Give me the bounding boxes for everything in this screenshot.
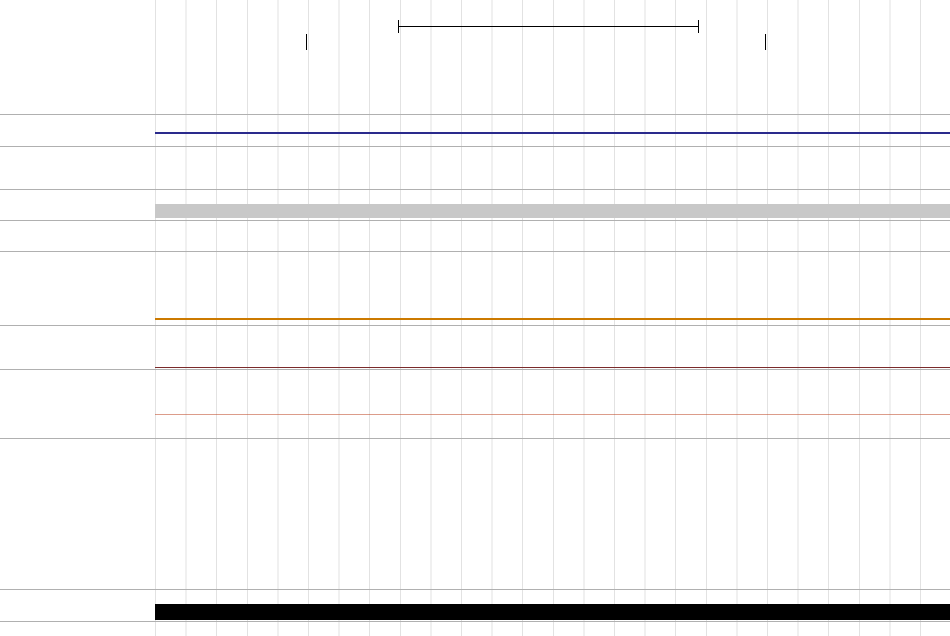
divider-gencode	[0, 114, 950, 115]
divider-dbsnp	[0, 251, 950, 252]
base-row-top	[155, 48, 950, 64]
omim-track-bar[interactable]	[155, 204, 950, 218]
refseq-track-bar[interactable]	[155, 132, 950, 134]
gtex-baseline	[155, 318, 950, 320]
conservation-baseline	[155, 414, 950, 415]
gencode-transcript-1[interactable]	[155, 82, 950, 93]
gencode-transcript-2[interactable]	[155, 97, 950, 108]
h3k27ac-baseline	[155, 367, 950, 368]
divider-omim	[0, 220, 950, 221]
gtex-expression-barchart[interactable]	[157, 268, 542, 320]
divider-gtex	[0, 325, 950, 326]
repeatmasker-track-bar[interactable]	[155, 604, 950, 620]
scale-tick-right	[698, 20, 699, 33]
divider-h3k27ac	[0, 369, 950, 370]
scale-bar	[398, 26, 698, 27]
divider-conservation	[0, 438, 950, 439]
bottom-ruler-ticks	[155, 621, 950, 636]
scale-tick-left	[398, 20, 399, 33]
divider-pubs	[0, 189, 950, 190]
divider-refseq	[0, 146, 950, 147]
divider-multiz	[0, 589, 950, 590]
